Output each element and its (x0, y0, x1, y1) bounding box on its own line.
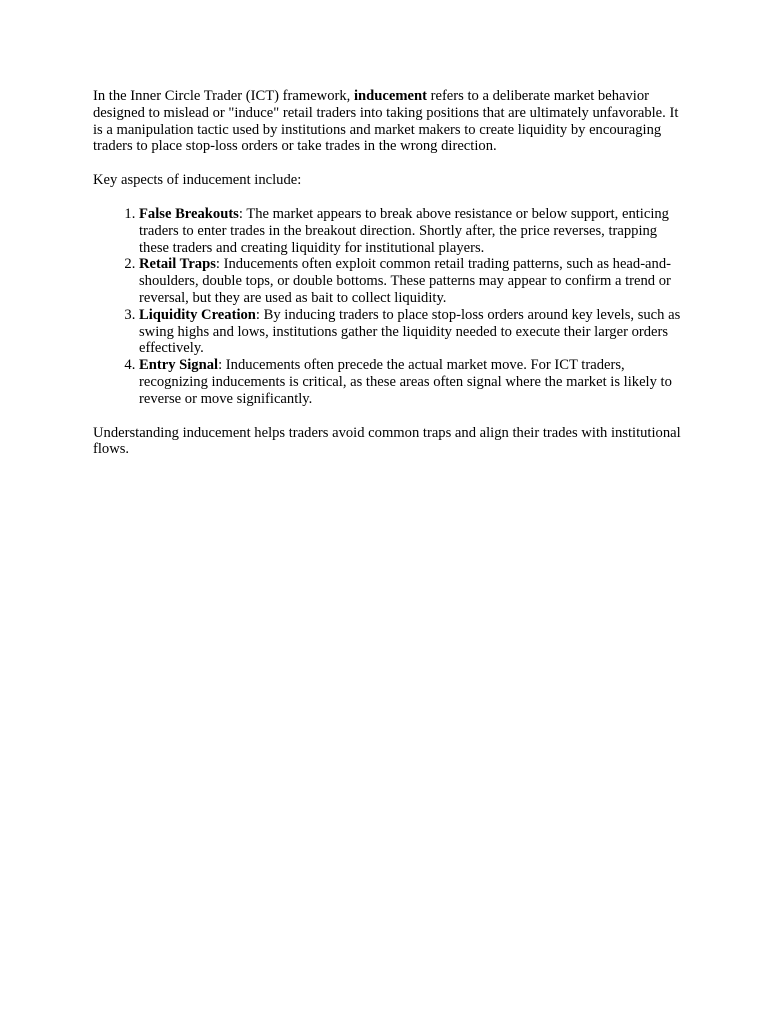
list-item-text: : The market appears to break above resistance or below support, enticing traders to enter trades in the breakout direction. Shortly after, the price reverses, trapping these traders and creating liquidity for institutional players. (139, 205, 669, 256)
list-item-title: False Breakouts (139, 205, 239, 222)
list-item-entry-signal (139, 357, 683, 407)
list-item-text: : Inducements often precede the actual market move. For ICT traders, recognizing inducements is critical, as these areas often signal where the market is likely to reverse or move significantly. (139, 357, 672, 407)
conclusion-paragraph: Understanding inducement helps traders avoid common traps and align their trades with institutional flows. (93, 424, 681, 458)
aspects-list (93, 206, 683, 408)
list-item-false-breakouts (139, 206, 683, 256)
intro-text-before: In the Inner Circle Trader (ICT) framework, (93, 88, 354, 104)
list-item-text: : Inducements often exploit common retail trading patterns, such as head-and-shoulders, double tops, or double bottoms. These patterns may appear to confirm a trend or reversal, but they are used as bait to collect liquidity. (139, 256, 671, 306)
list-item-title: Entry Signal (139, 357, 219, 374)
intro-text-after: refers to a deliberate market behavior designed to mislead or "induce" retail traders into taking positions that are ultimately unfavorable. It is a manipulation tactic used by institutions and market makers to create liquidity by encouraging traders to place stop-loss orders or take trades in the wrong direction. (93, 88, 679, 155)
intro-paragraph (93, 88, 683, 155)
document-body (93, 88, 683, 458)
list-item-retail-traps (139, 256, 683, 306)
intro-term: inducement (353, 88, 427, 104)
list-item-liquidity-creation (139, 307, 683, 357)
list-item-text: : By inducing traders to place stop-loss orders around key levels, such as swing highs and lows, institutions gather the liquidity needed to execute their larger orders effectively. (139, 306, 681, 357)
list-item-title: Retail Traps (139, 256, 216, 273)
list-lead-in: Key aspects of inducement include: (93, 172, 302, 189)
list-item-title: Liquidity Creation (139, 306, 256, 323)
